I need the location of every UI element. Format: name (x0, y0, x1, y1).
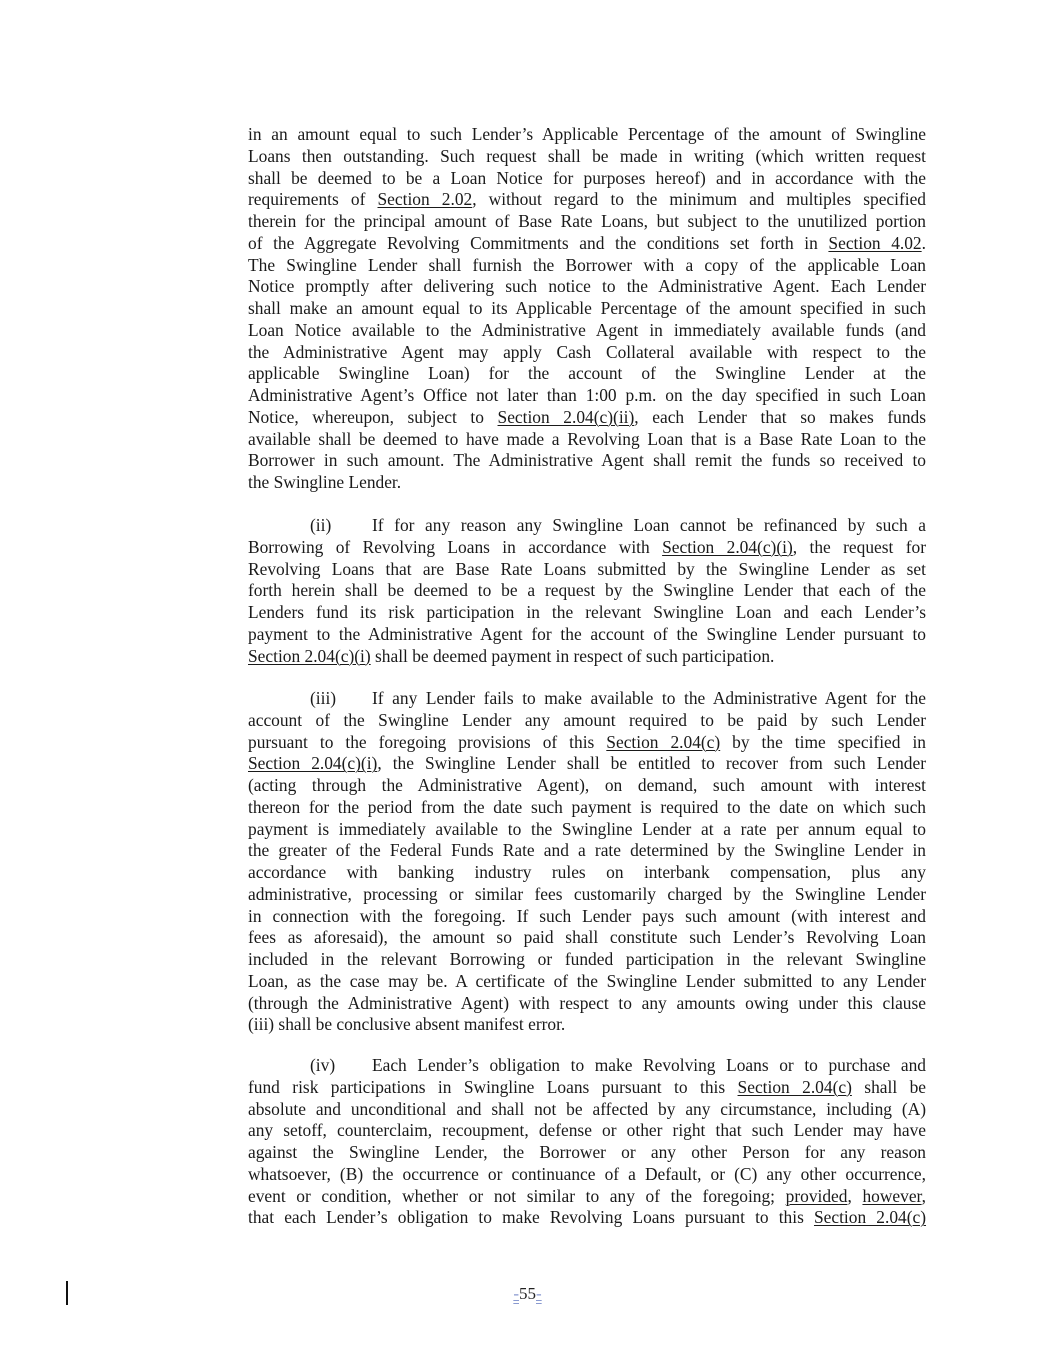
text-line (248, 189, 926, 211)
text-line-content (248, 1120, 926, 1142)
text-segment: pursuant to the foregoing provisions of this (248, 731, 607, 752)
cross-reference: Section 2.04(c)(i) (248, 645, 371, 666)
text-segment: Borrowing of Revolving Loans in accordance with (248, 536, 663, 557)
text-line (248, 255, 926, 277)
paragraph-clause-ii (248, 515, 926, 667)
text-segment: fund risk participations in Swingline Loans pursuant to this (248, 1076, 738, 1097)
text-line (248, 320, 926, 342)
text-segment: (acting through the Administrative Agent), on demand, such amount with interest (248, 775, 926, 795)
text-line-content (248, 450, 926, 472)
text-segment: in connection with the foregoing. If such Lender pays such amount (with interest and (248, 905, 926, 926)
text-line (248, 168, 926, 190)
text-line (248, 1120, 926, 1142)
text-segment: (through the Administrative Agent) with respect to any amounts owing under this clause (248, 992, 926, 1013)
text-line (248, 732, 926, 754)
text-line (248, 1055, 926, 1077)
text-line (248, 537, 926, 559)
text-segment: therein for the principal amount of Base Rate Loans, but subject to the unutilized portion (248, 211, 926, 231)
text-line-content (248, 1055, 926, 1077)
text-line-content (248, 580, 926, 602)
text-line-content (248, 819, 926, 841)
text-segment: , (921, 1185, 926, 1206)
text-line (248, 646, 926, 668)
cross-reference: Section 2.04(c)(i) (662, 536, 793, 557)
text-line-content (248, 732, 926, 754)
text-line (248, 298, 926, 320)
text-segment: thereon for the period from the date such payment is required to the date on which such (248, 796, 926, 817)
text-line (248, 363, 926, 385)
text-segment: (iii) shall be conclusive absent manifest error. (248, 1014, 566, 1035)
text-segment: forth herein shall be deemed to be a request by the Swingline Lender that each of the (248, 580, 926, 601)
text-line-content (248, 1142, 926, 1164)
text-line-content (248, 1077, 926, 1099)
text-line (248, 775, 926, 797)
text-line (248, 949, 926, 971)
text-segment: of the Aggregate Revolving Commitments and the conditions set forth in (248, 232, 829, 253)
text-segment: , without regard to the minimum and multiples specified (472, 189, 927, 210)
text-line-content (248, 559, 926, 581)
text-segment: included in the relevant Borrowing or funded participation in the relevant Swingline (248, 949, 926, 969)
clause-label: (iii) (310, 688, 337, 708)
text-line (248, 211, 926, 233)
text-line-content (248, 515, 926, 537)
text-line-content (248, 472, 926, 494)
text-segment: payment is immediately available to the Swingline Lender at a rate per annum equal to (248, 818, 926, 839)
text-line-content (248, 797, 926, 819)
text-line (248, 624, 926, 646)
text-segment: payment to the Administrative Agent for the account of the Swingline Lender pursuant to (248, 623, 926, 644)
text-line (248, 971, 926, 993)
text-line (248, 233, 926, 255)
cross-reference: Section 2.04(c)(ii) (497, 406, 635, 427)
text-line-content (248, 1164, 926, 1186)
text-line (248, 559, 926, 581)
cross-reference: however (862, 1185, 922, 1206)
cross-reference: Section 2.04(c) (606, 731, 721, 752)
text-line (248, 1186, 926, 1208)
text-line-content (248, 775, 926, 797)
cross-reference: Section 2.02 (377, 189, 473, 210)
cross-reference: Section 2.04(c) (813, 1207, 927, 1228)
page-number-dash-left: - (513, 1284, 519, 1303)
text-segment: If for any reason any Swingline Loan cannot be refinanced by such a (372, 515, 926, 535)
text-segment: Notice promptly after delivering such notice to the Administrative Agent. Each Lender (248, 276, 926, 297)
text-line (248, 276, 926, 298)
text-segment: fees as aforesaid), the amount so paid shall constitute such Lender’s Revolving Loan (248, 927, 926, 948)
page-number-dash-right: - (536, 1284, 542, 1303)
text-segment: shall make an amount equal to its Applicable Percentage of the amount specified in such (248, 298, 926, 318)
cross-reference: provided (785, 1185, 848, 1206)
text-segment: Loans then outstanding. Such request shall be made in writing (which written request (248, 145, 926, 166)
cross-reference: Section 2.04(c)(i) (248, 753, 378, 774)
text-segment: whatsoever, (B) the occurrence or continuance of a Default, or (C) any other occurrence, (248, 1163, 926, 1184)
text-segment: available shall be deemed to have made a Revolving Loan that is a Base Rate Loan to the (248, 428, 926, 449)
text-segment: the greater of the Federal Funds Rate and a rate determined by the Swingline Lender in (248, 840, 926, 861)
text-segment: accordance with banking industry rules on interbank compensation, plus any (248, 862, 926, 882)
paragraph-clause-iv (248, 1055, 926, 1229)
text-line-content (248, 646, 926, 668)
clause-label: (ii) (310, 515, 332, 535)
text-line (248, 819, 926, 841)
text-segment: . (921, 232, 926, 253)
text-line (248, 450, 926, 472)
text-segment: absolute and unconditional and shall not be affected by any circumstance, including (A) (248, 1098, 926, 1119)
text-line-content (248, 385, 926, 407)
text-line-content (248, 429, 926, 451)
text-line-content (248, 688, 926, 710)
text-line-content (248, 146, 926, 168)
text-line (248, 1142, 926, 1164)
text-line (248, 862, 926, 884)
text-segment: If any Lender fails to make available to the Administrative Agent for the (372, 688, 926, 708)
text-segment: shall be deemed payment in respect of such participation. (370, 645, 775, 666)
text-segment: that each Lender’s obligation to make Revolving Loans pursuant to this (248, 1207, 814, 1228)
text-segment: in an amount equal to such Lender’s Applicable Percentage of the amount of Swingline (248, 124, 926, 144)
text-line-content (248, 840, 926, 862)
text-line-content (248, 124, 926, 146)
text-line-content (248, 993, 926, 1015)
text-line (248, 710, 926, 732)
text-segment: administrative, processing or similar fees customarily charged by the Swingline Lender (248, 883, 926, 904)
page-number-value: 55 (519, 1284, 536, 1303)
text-segment: requirements of (248, 189, 378, 210)
text-segment: Revolving Loans that are Base Rate Loans submitted by the Swingline Lender as set (248, 558, 926, 579)
text-line-content (248, 363, 926, 385)
text-segment: , the request for (792, 536, 926, 557)
text-segment: account of the Swingline Lender any amount required to be paid by such Lender (248, 709, 926, 730)
clause-label: (iv) (310, 1055, 336, 1075)
text-segment: , the Swingline Lender shall be entitled to recover from such Lender (377, 753, 926, 774)
text-line (248, 753, 926, 775)
text-segment: event or condition, whether or not similar to any of the foregoing; (248, 1185, 786, 1206)
text-segment: shall be (851, 1076, 926, 1097)
text-line (248, 1077, 926, 1099)
text-line-content (248, 276, 926, 298)
text-line (248, 1014, 926, 1036)
text-line-content (248, 710, 926, 732)
text-line-content (248, 537, 926, 559)
text-segment: Loan, as the case may be. A certificate of the Swingline Lender submitted to any Lender (248, 970, 926, 991)
text-line-content (248, 949, 926, 971)
text-line-content (248, 1014, 926, 1036)
text-line (248, 407, 926, 429)
text-line-content (248, 233, 926, 255)
text-line (248, 429, 926, 451)
text-line (248, 797, 926, 819)
text-line-content (248, 1207, 926, 1229)
cross-reference: Section 2.04(c) (737, 1076, 852, 1097)
text-line (248, 472, 926, 494)
text-line-content (248, 927, 926, 949)
text-segment: , each Lender that so makes funds (634, 406, 926, 427)
text-line (248, 927, 926, 949)
text-line-content (248, 320, 926, 342)
text-line-content (248, 602, 926, 624)
text-line-content (248, 906, 926, 928)
text-line (248, 602, 926, 624)
text-line (248, 1207, 926, 1229)
text-segment: Loan Notice available to the Administrative Agent in immediately available funds (and (248, 319, 926, 340)
text-line (248, 342, 926, 364)
text-segment: by the time specified in (720, 731, 926, 752)
text-line-content (248, 1186, 926, 1208)
paragraph-clause-iii (248, 688, 926, 1036)
text-line-content (248, 189, 926, 211)
text-line-content (248, 255, 926, 277)
text-line (248, 993, 926, 1015)
text-line-content (248, 884, 926, 906)
text-line-content (248, 971, 926, 993)
text-segment: Borrower in such amount. The Administrative Agent shall remit the funds so received to (248, 450, 926, 471)
text-line (248, 580, 926, 602)
text-line-content (248, 753, 926, 775)
text-line (248, 385, 926, 407)
text-line-content (248, 1099, 926, 1121)
text-line (248, 688, 926, 710)
text-line-content (248, 211, 926, 233)
text-segment: the Administrative Agent may apply Cash Collateral available with respect to the (248, 341, 926, 362)
page-number (0, 1284, 1055, 1304)
text-line (248, 884, 926, 906)
text-line (248, 515, 926, 537)
text-segment: against the Swingline Lender, the Borrower or any other Person for any reason (248, 1142, 926, 1162)
text-line (248, 1164, 926, 1186)
text-line (248, 906, 926, 928)
text-line (248, 146, 926, 168)
text-line-content (248, 407, 926, 429)
text-line (248, 124, 926, 146)
text-line (248, 1099, 926, 1121)
cross-reference: Section 4.02 (828, 232, 922, 253)
text-segment: any setoff, counterclaim, recoupment, defense or other right that such Lender may have (248, 1120, 926, 1141)
text-line-content (248, 168, 926, 190)
text-line-content (248, 298, 926, 320)
text-segment: Administrative Agent’s Office not later than 1:00 p.m. on the day specified in such Loan (248, 385, 926, 405)
text-segment: shall be deemed to be a Loan Notice for purposes hereof) and in accordance with the (248, 167, 926, 188)
text-segment: The Swingline Lender shall furnish the Borrower with a copy of the applicable Loan (248, 254, 926, 275)
paragraph-continuation (248, 124, 926, 494)
text-line-content (248, 342, 926, 364)
text-line-content (248, 862, 926, 884)
text-segment: Lenders fund its risk participation in the relevant Swingline Loan and each Lender’s (248, 602, 926, 622)
text-segment: Notice, whereupon, subject to (248, 406, 498, 427)
text-segment: the Swingline Lender. (248, 472, 402, 492)
text-segment: , (847, 1185, 863, 1206)
text-line (248, 840, 926, 862)
text-segment: applicable Swingline Loan) for the account of the Swingline Lender at the (248, 363, 926, 384)
text-line-content (248, 624, 926, 646)
text-segment: Each Lender’s obligation to make Revolving Loans or to purchase and (372, 1055, 926, 1075)
